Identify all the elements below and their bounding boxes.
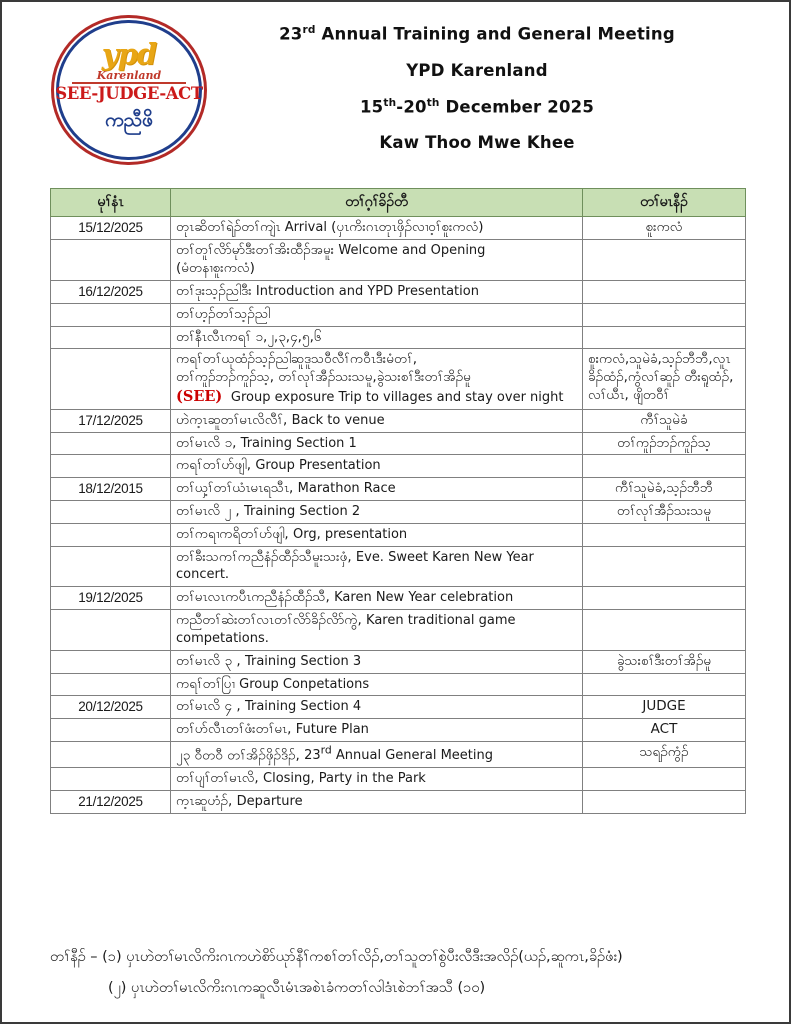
table-row bbox=[51, 349, 746, 409]
cell-activity bbox=[171, 280, 583, 303]
schedule-table-wrapper bbox=[50, 188, 745, 814]
cell-activity bbox=[171, 650, 583, 673]
activity-karen-text: ကညီတၢ်ဆဲးတၢ်လၤတၢ်လိာ်ခိၣ်လိာ်ကွဲ, bbox=[176, 612, 367, 629]
logo-motto: SEE-JUDGE-ACT bbox=[55, 84, 203, 103]
activity-english-text: Training Section 1 bbox=[240, 435, 357, 451]
cell-activity bbox=[171, 790, 583, 813]
activity-karen-text: တၢ်ပျၢ်တၢ်မၤလိ, bbox=[176, 770, 263, 787]
table-row bbox=[51, 280, 746, 303]
footer-note-1: တၢ်နီၣ် – (၁) ပှၤဟဲတၢ်မၤလိကိးဂၤကဟဲစိာ်ယုာ်နီၢ်ကစၢ်တၢ်လိၣ်,တၢ်သူတၢ်စွဲပီးလီဒီးအလိၣ်(ယၣ်,ဆူကၤ,ခိၣ်ဖံး) bbox=[50, 949, 623, 965]
cell-note: စူးကလံ,သူမဲခံ,သ့ၣ်ဘီဘီ,လူၤခိၣ်ထံၣ်,ကွံလၢ်ဆူၣ် တီးရူထံၣ်, လၢ်ယီၤ, ဖျိတဝီၢ် bbox=[583, 349, 746, 409]
table-row bbox=[51, 790, 746, 813]
cell-activity bbox=[171, 409, 583, 432]
date-start-suffix: th bbox=[383, 96, 397, 109]
cell-date bbox=[51, 432, 171, 455]
cell-date bbox=[51, 326, 171, 349]
activity-english-text: Arrival bbox=[284, 220, 332, 236]
table-row bbox=[51, 240, 746, 281]
title-ordinal-suffix: rd bbox=[302, 24, 316, 36]
activity-ordinal-suffix: rd bbox=[320, 743, 332, 757]
activity-english-text: Org, presentation bbox=[293, 526, 408, 542]
cell-date bbox=[51, 455, 171, 478]
cell-date: 20/12/2025 bbox=[51, 696, 171, 719]
cell-note: ကီၢ်သူမဲခံ bbox=[583, 409, 746, 432]
table-row bbox=[51, 610, 746, 651]
cell-date bbox=[51, 240, 171, 281]
cell-date bbox=[51, 546, 171, 587]
activity-english-text: Back to venue bbox=[291, 412, 385, 428]
cell-activity bbox=[171, 768, 583, 791]
cell-note bbox=[583, 303, 746, 326]
cell-activity bbox=[171, 523, 583, 546]
cell-activity bbox=[171, 432, 583, 455]
table-row bbox=[51, 523, 746, 546]
table-row bbox=[51, 217, 746, 240]
cell-note bbox=[583, 280, 746, 303]
cell-date bbox=[51, 650, 171, 673]
activity-karen-text: တၢ်ဟ့ၣ်တၢ်သ့ၣ်ညါ bbox=[176, 305, 271, 322]
cell-activity bbox=[171, 349, 583, 409]
cell-date bbox=[51, 610, 171, 651]
table-row bbox=[51, 432, 746, 455]
cell-activity bbox=[171, 719, 583, 742]
page-title: 23rd Annual Training and General Meeting bbox=[279, 24, 675, 44]
title-block bbox=[227, 24, 727, 169]
activity-english-text: Group exposure Trip to villages and stay over night bbox=[230, 389, 564, 405]
table-row bbox=[51, 696, 746, 719]
cell-note bbox=[583, 523, 746, 546]
activity-karen-text: တၢ်နီၤလီၤကရၢ် ၁,၂,၃,၄,၅,၆ bbox=[176, 328, 322, 345]
activity-english-text: Group Conpetations bbox=[239, 676, 370, 692]
logo-karen-script: ကညီဖိ bbox=[105, 109, 153, 131]
activity-english-text: Introduction and YPD Presentation bbox=[255, 283, 479, 299]
cell-note: JUDGE bbox=[583, 696, 746, 719]
activity-karen-line2: (မံတနၢစူးကလံ) bbox=[176, 260, 255, 277]
table-row bbox=[51, 455, 746, 478]
cell-date: 19/12/2025 bbox=[51, 587, 171, 610]
cell-date bbox=[51, 741, 171, 767]
table-row bbox=[51, 719, 746, 742]
activity-english-text: Training Section 2 bbox=[244, 504, 361, 520]
cell-activity bbox=[171, 610, 583, 651]
date-end-suffix: th bbox=[426, 96, 440, 109]
activity-karen-text: က့ၤဆူဟံၣ်, bbox=[176, 792, 237, 809]
activity-english-text: Future Plan bbox=[295, 722, 369, 738]
cell-note: ကီၢ်သူမဲခံ,သ့ၣ်ဘီဘီ bbox=[583, 478, 746, 501]
cell-activity bbox=[171, 303, 583, 326]
table-row bbox=[51, 326, 746, 349]
document-header bbox=[2, 2, 789, 174]
activity-karen-text-2: တၢ်ကူၣ်ဘၣ်ကူၣ်သ့, တၢ်လုၢ်အီၣ်သးသမူ,ခွဲသးစၢ်ဒီးတၢ်အိၣ်မူ bbox=[176, 369, 471, 386]
table-row bbox=[51, 478, 746, 501]
cell-date bbox=[51, 349, 171, 409]
see-label: (SEE) bbox=[176, 387, 223, 405]
organization-title: YPD Karenland bbox=[406, 60, 548, 80]
activity-karen-text: တၢ်မၤလိ ၄ , bbox=[176, 698, 245, 715]
cell-date bbox=[51, 501, 171, 524]
activity-karen-text: တၢ်မၤလိ ၃ , bbox=[176, 652, 245, 669]
cell-date bbox=[51, 303, 171, 326]
cell-note bbox=[583, 790, 746, 813]
cell-note: ခွဲသးစၢ်ဒီးတၢ်အိၣ်မူ bbox=[583, 650, 746, 673]
cell-activity bbox=[171, 455, 583, 478]
ypd-karenland-logo bbox=[50, 16, 212, 166]
activity-karen-text: ကရၢ်တၢ်ပြၢ bbox=[176, 675, 240, 692]
activity-english-text: Training Section 4 bbox=[244, 699, 362, 715]
activity-karen-text: တၢ်မၤလၤကပီၤကညီနံၣ်ထီၣ်သီ, bbox=[176, 589, 335, 606]
column-header-note: တၢ်မၤနီၣ် bbox=[583, 189, 746, 217]
activity-karen-text: ၂၃ ဝီတဝီ တၢ်အိၣ်ဖှိၣ်ဒိၣ်, bbox=[176, 747, 305, 764]
activity-karen-text: ကရၢ်တၢ်ယုထံၣ်သ့ၣ်ညါဆူဒူသဝီလီၢ်ကဝီၤဒီးမံတၢ်, bbox=[176, 351, 417, 368]
cell-date: 16/12/2025 bbox=[51, 280, 171, 303]
activity-english-text: Closing, Party in the Park bbox=[263, 771, 426, 787]
activity-karen-text: တၢ်ခီးသကၢ်ကညီနံၣ်ထီၣ်သီမူးသးဖှံ, bbox=[176, 548, 356, 565]
activity-karen-text: တၢ်ဟ်လီၤတၢ်ဖံးတၢ်မၤ, bbox=[176, 721, 296, 738]
activity-english-text: Training Section 3 bbox=[244, 653, 362, 669]
cell-note: တၢ်လုၢ်အီၣ်သးသမူ bbox=[583, 501, 746, 524]
column-header-date: မုၢ်နံၤ bbox=[51, 189, 171, 217]
cell-activity bbox=[171, 696, 583, 719]
table-row bbox=[51, 673, 746, 696]
table-row bbox=[51, 768, 746, 791]
activity-english-text: Departure bbox=[236, 793, 303, 809]
activity-karen-text: တၢ်မၤလိ ၁, bbox=[176, 434, 241, 451]
table-row bbox=[51, 501, 746, 524]
activity-karen-text: တၢ်ဒုးသ့ၣ်ညါဒီး bbox=[176, 282, 256, 299]
activity-english-text: Eve. Sweet Karen New Year concert. bbox=[176, 549, 534, 583]
activity-karen-text: တၢ်ယှ့ၢ်တၢ်ယံၤမၤရသီၤ, bbox=[176, 480, 298, 497]
venue-title: Kaw Thoo Mwe Khee bbox=[379, 133, 575, 152]
activity-karen-text: ဟဲက့ၤဆူတၢ်မၤလိလီၢ်, bbox=[176, 411, 292, 428]
cell-activity bbox=[171, 741, 583, 767]
activity-karen-text: တၢ်မၤလိ ၂ , bbox=[176, 503, 244, 520]
cell-activity bbox=[171, 217, 583, 240]
activity-karen-text: တုၤဆိတၢ်ရဲၣ်တၢ်ကျဲၤ bbox=[176, 219, 285, 236]
activity-english-text: Karen traditional game competations. bbox=[176, 613, 516, 646]
table-header-row bbox=[51, 189, 746, 217]
cell-note bbox=[583, 455, 746, 478]
activity-english-text: Karen New Year celebration bbox=[334, 590, 514, 606]
cell-note: ACT bbox=[583, 719, 746, 742]
logo-karenland-word: Karenland bbox=[96, 69, 162, 82]
column-header-activity: တၢ်ဂ့ၢ်ခိၣ်တီ bbox=[171, 189, 583, 217]
cell-date bbox=[51, 523, 171, 546]
activity-karen-tail: (ပှၤကိးဂၤတုၤဖှိၣ်လၢဝ့ၢ်စူးကလံ) bbox=[331, 219, 484, 236]
cell-note bbox=[583, 240, 746, 281]
cell-note bbox=[583, 673, 746, 696]
cell-date bbox=[51, 719, 171, 742]
activity-karen-text: ကရၢ်တၢ်ဟ်ဖျါ, bbox=[176, 457, 256, 474]
activity-english-text: Group Presentation bbox=[255, 458, 381, 474]
activity-english-text: Marathon Race bbox=[297, 481, 396, 497]
table-row bbox=[51, 650, 746, 673]
table-row bbox=[51, 409, 746, 432]
cell-date: 15/12/2025 bbox=[51, 217, 171, 240]
cell-note: သရၣ်ကွံၣ် bbox=[583, 741, 746, 767]
table-body bbox=[51, 217, 746, 813]
cell-date bbox=[51, 768, 171, 791]
table-row bbox=[51, 587, 746, 610]
table-row bbox=[51, 546, 746, 587]
cell-activity bbox=[171, 478, 583, 501]
cell-note bbox=[583, 768, 746, 791]
cell-note bbox=[583, 546, 746, 587]
table-head bbox=[51, 189, 746, 217]
cell-activity bbox=[171, 673, 583, 696]
cell-note bbox=[583, 610, 746, 651]
activity-karen-text: တၢ်တူၢ်လိာ်မုာ်ဒီးတၢ်အိးထီၣ်အမူး bbox=[176, 242, 339, 259]
cell-note bbox=[583, 587, 746, 610]
footer-note-2: (၂) ပှၤဟဲတၢ်မၤလိကိးဂၤကဆူလီၤမံၤအစဲၤခံကတၢ်လါဒံၤစဲဘၢ်အသီ (၁၀) bbox=[108, 980, 486, 997]
cell-note: တၢ်ကူၣ်ဘၣ်ကူၣ်သ့ bbox=[583, 432, 746, 455]
cell-activity bbox=[171, 501, 583, 524]
cell-activity bbox=[171, 326, 583, 349]
cell-date: 21/12/2025 bbox=[51, 790, 171, 813]
cell-date: 18/12/2015 bbox=[51, 478, 171, 501]
activity-english-text: 23rd Annual General Meeting bbox=[304, 743, 493, 764]
cell-note bbox=[583, 326, 746, 349]
date-range-title: 15th-20th December 2025 bbox=[359, 96, 594, 116]
cell-note: စူးကလံ bbox=[583, 217, 746, 240]
schedule-table bbox=[50, 188, 746, 814]
table-row bbox=[51, 303, 746, 326]
cell-activity bbox=[171, 546, 583, 587]
cell-date bbox=[51, 673, 171, 696]
cell-date: 17/12/2025 bbox=[51, 409, 171, 432]
cell-activity bbox=[171, 587, 583, 610]
logo-ypd-word: ypd bbox=[101, 37, 157, 71]
activity-english-text: Welcome and Opening bbox=[338, 243, 486, 259]
cell-activity bbox=[171, 240, 583, 281]
footer-notes bbox=[50, 946, 750, 1000]
table-row bbox=[51, 741, 746, 767]
logo-ypd-text bbox=[76, 37, 182, 82]
activity-karen-text: တၢ်ကရၢကရိတၢ်ဟ်ဖျါ, bbox=[176, 525, 293, 542]
